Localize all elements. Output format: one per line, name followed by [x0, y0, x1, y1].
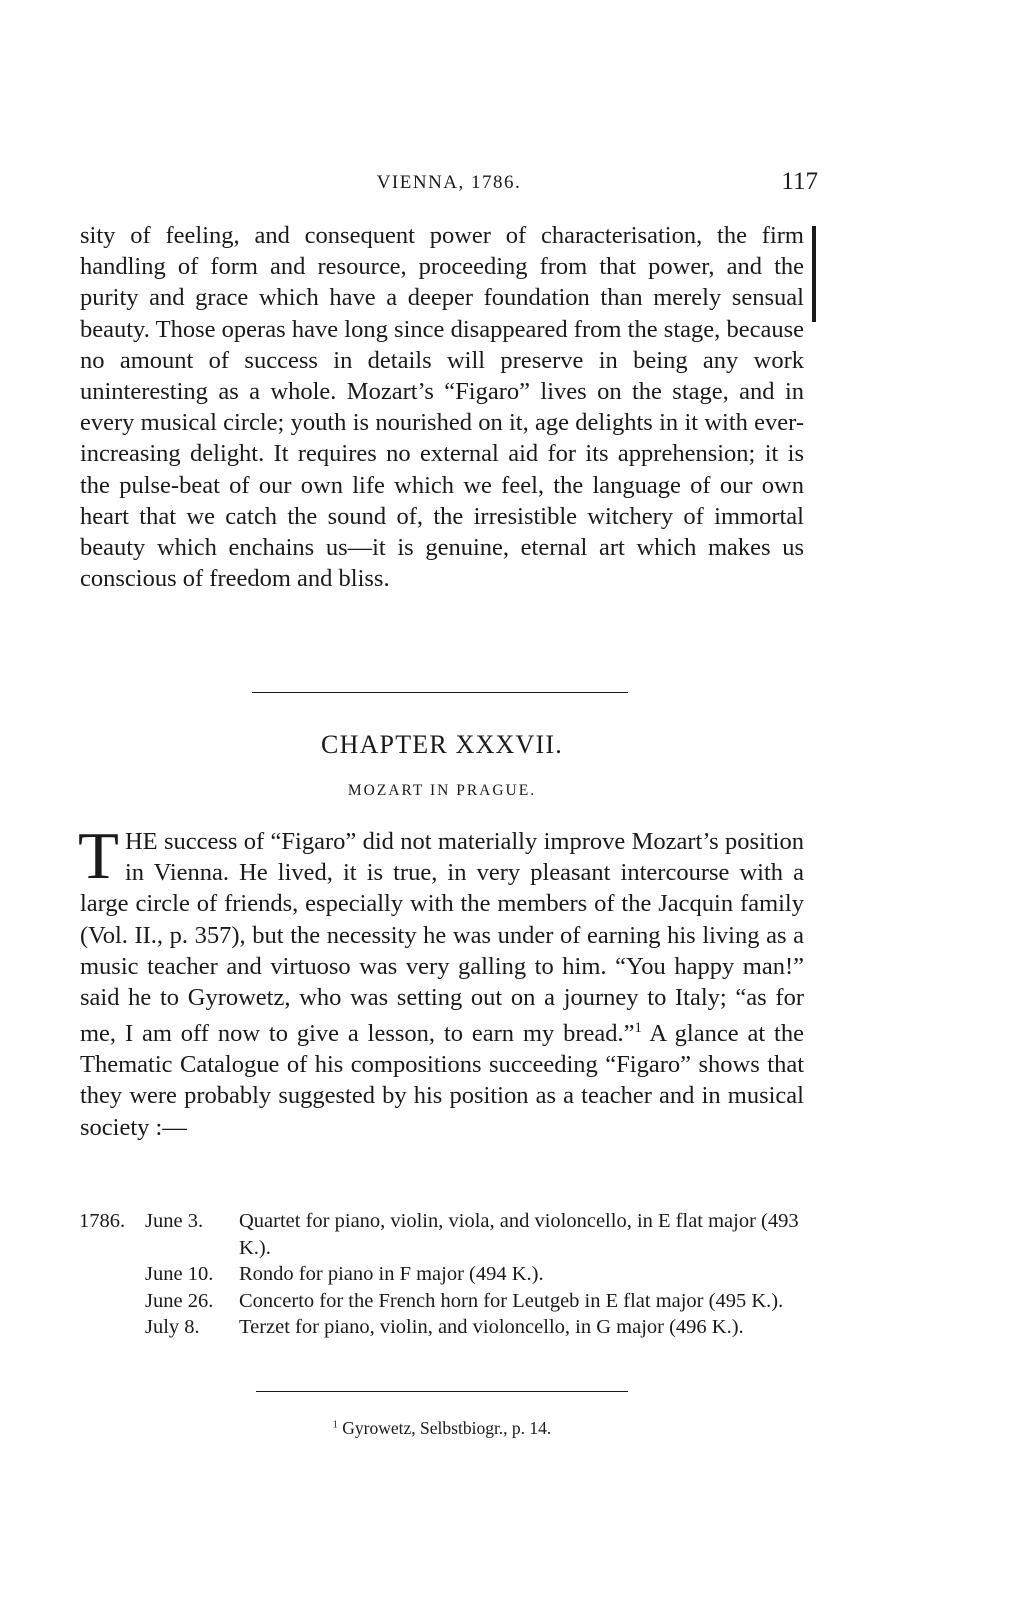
catalogue-text: Terzet for piano, violin, and violoncello, in G major (496 K.). [239, 1316, 744, 1338]
chapter-subtitle: MOZART IN PRAGUE. [347, 782, 537, 799]
paragraph-text: sity of feeling, and consequent power of characterisation, the firm handling of form and resource, proceeding from that power, and the purity and grace which have a deeper foundation than merely sensual beauty. Those operas have long since disappeared from the stage, because no amount of success in details will preserve in being any work uninteresting as a whole. Mozart’s “Figaro” lives on the stage, and in every musical circle; youth is nourished on it, age delights in it with ever-increasing delight. It requires no external aid for its apprehension; it is the pulse-beat of our own life which we feel, the language of our own heart that we catch the sound of, the irresistible witchery of immortal beauty which enchains us—it is genuine, eternal art which makes us conscious of freedom and bliss. [80, 222, 804, 593]
footnote-divider [256, 1391, 628, 1392]
catalogue-entry [79, 1208, 807, 1261]
chapter-title: CHAPTER XXXVII. [321, 730, 563, 759]
paragraph-text: HE success of “Figaro” did not materially improve Mozart’s position in Vienna. He lived, it is true, in very pleasant intercourse with a large circle of friends, especially with the members of the Jacquin family (Vol. II., p. 357), but the necessity he was under of earning his living as a music teacher and virtuoso was very galling to him. “You happy man!” said he to Gyrowetz, who was setting out on a journey to Italy; “as for me, I am off now to give a lesson, to earn my bread.” [80, 828, 804, 1048]
catalogue-text: Rondo for piano in F major (494 K.). [239, 1263, 544, 1285]
catalogue-date: June 26. [145, 1289, 214, 1312]
section-divider [252, 692, 628, 693]
catalogue-date: June 10. [145, 1263, 214, 1285]
page-number: 117 [781, 168, 818, 195]
catalogue-entry [79, 1261, 807, 1288]
catalogue-entry [79, 1314, 807, 1341]
margin-mark [812, 226, 816, 322]
drop-cap: T [78, 819, 119, 893]
footnote-reference[interactable]: 1 [634, 1020, 642, 1037]
catalogue-date: June 3. [145, 1210, 204, 1232]
paragraph-text-tail: A glance at the Thematic Catalogue of his compositions succeeding “Figaro” shows that they were probably suggested by his position as a teacher and in musical society :— [80, 1020, 804, 1141]
running-title: VIENNA, 1786. [376, 172, 522, 193]
footnote-text: Gyrowetz, Selbstbiogr., p. 14. [342, 1418, 552, 1438]
footnote [80, 1418, 804, 1439]
chapter-opening-paragraph [78, 819, 804, 1143]
body-paragraph-continuation [80, 220, 804, 594]
thematic-catalogue-list [79, 1208, 807, 1341]
catalogue-year: 1786. [79, 1210, 126, 1232]
footnote-marker: 1 [332, 1419, 338, 1431]
catalogue-date: July 8. [145, 1316, 200, 1338]
catalogue-entry [79, 1288, 807, 1315]
running-head [80, 168, 818, 202]
catalogue-text: Concerto for the French horn for Leutgeb in E flat major (495 K.). [239, 1289, 784, 1312]
catalogue-text: Quartet for piano, violin, viola, and violoncello, in E flat major (493 K.). [239, 1210, 799, 1259]
